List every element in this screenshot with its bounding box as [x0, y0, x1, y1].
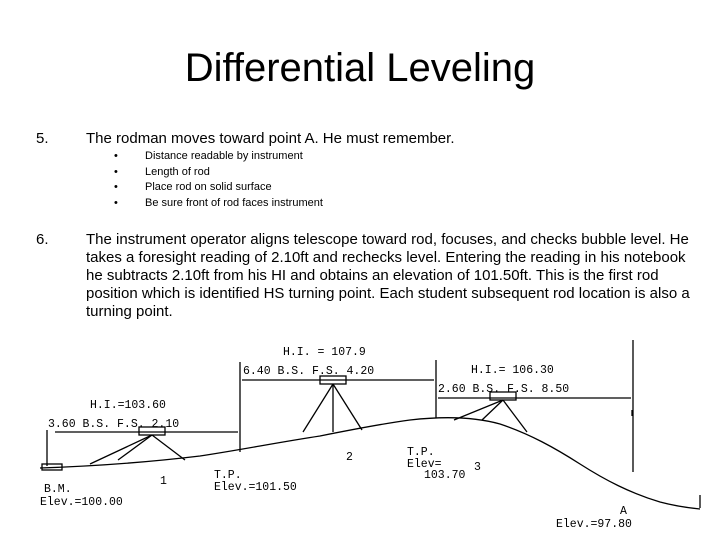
bs-fs-label-1: 3.60 B.S. F.S. 2.10	[48, 418, 180, 431]
tripod-1-leg	[118, 435, 152, 460]
bullet-item: • Be sure front of rod faces instrument	[114, 196, 323, 212]
tripod-1-leg	[152, 435, 185, 460]
bullet-dot-icon: •	[114, 181, 118, 194]
bullet-dot-icon: •	[114, 165, 118, 178]
hi-label-2: H.I. = 107.9	[283, 346, 366, 359]
tp2-elevation-label: Elev=	[407, 458, 442, 471]
tp2-label: T.P.	[407, 446, 435, 459]
tripod-3-leg	[482, 400, 503, 420]
tripod-number-2: 2	[346, 451, 353, 464]
tripod-3-leg	[503, 400, 527, 432]
bm-label: B.M.	[44, 483, 72, 496]
tripod-number-1: 1	[160, 475, 167, 488]
tripod-1-leg	[90, 435, 152, 464]
hi-label-1: H.I.=103.60	[90, 399, 166, 412]
tripod-2-leg	[333, 384, 362, 430]
tripod-number-3: 3	[474, 461, 481, 474]
bullet-item: • Length of rod	[114, 165, 323, 181]
tp1-elevation: Elev.=101.50	[214, 481, 297, 494]
slide-title: Differential Leveling	[184, 46, 536, 90]
item-number-5: 5.	[36, 130, 49, 147]
bullet-item: • Place rod on solid surface	[114, 180, 323, 196]
tripod-2-leg	[303, 384, 333, 432]
point-a-elevation: Elev.=97.80	[556, 518, 632, 531]
item-text-5: The rodman moves toward point A. He must remember.	[86, 130, 455, 147]
bm-elevation: Elev.=100.00	[40, 496, 123, 509]
tp1-label: T.P.	[214, 469, 242, 482]
bullet-dot-icon: •	[114, 150, 118, 162]
hi-label-3: H.I.= 106.30	[471, 364, 554, 377]
bs-fs-label-2: 6.40 B.S. F.S. 4.20	[243, 365, 375, 378]
item-text-6: The instrument operator aligns telescope toward rod, focuses, and checks bubble level. He takes a foresight reading of 2.10ft and rechecks level. Entering the reading in his notebook he subtracts 2.10ft from his HI and obtains an elevation of 101.50ft. This is the first rod position which is identified HS turning point. Each student subsequent rod location is also a turning point.	[86, 231, 690, 320]
bullet-dot-icon: •	[114, 197, 118, 210]
tp2-elevation-value: 103.70	[424, 469, 466, 482]
point-a-label: A	[620, 505, 627, 518]
bs-fs-label-3: 2.60 B.S. F.S. 8.50	[438, 383, 570, 396]
item-number-6: 6.	[36, 231, 49, 248]
tripod-3-leg	[454, 400, 503, 420]
bullet-item: • Distance readable by instrument	[114, 149, 323, 165]
